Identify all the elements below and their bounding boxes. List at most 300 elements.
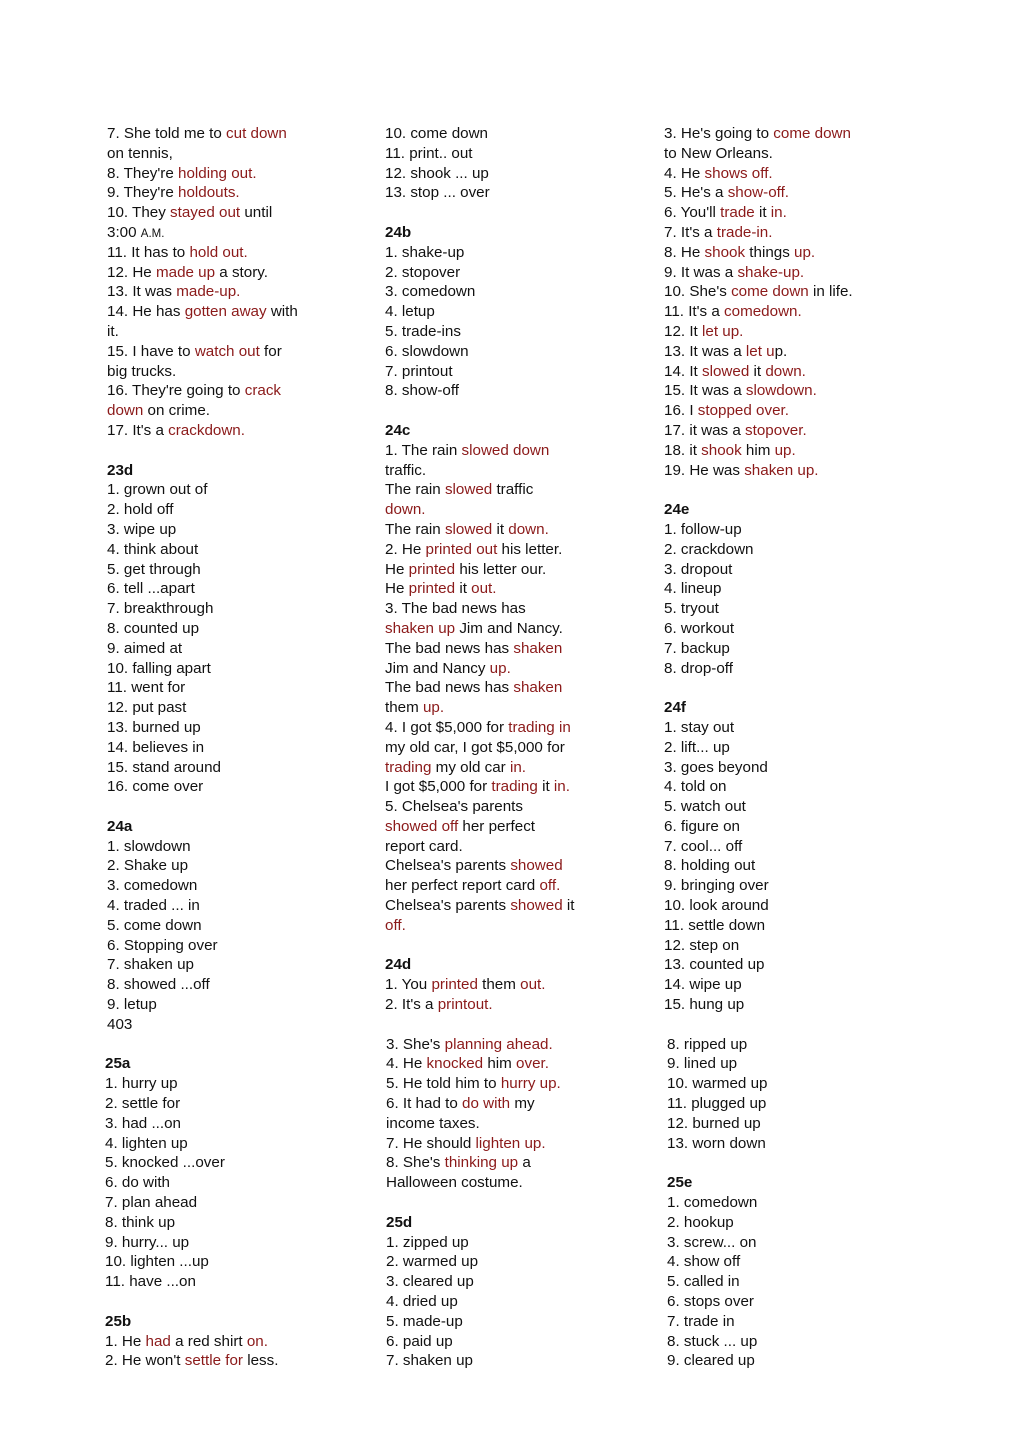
line-text: 3. She's: [386, 1035, 445, 1053]
answer-line: [107, 1015, 298, 1035]
line-text: 15. hung up: [664, 996, 745, 1014]
answer-line: [105, 1272, 298, 1292]
line-text: 8. holding out: [664, 857, 756, 875]
answer-line: [385, 144, 575, 164]
section-heading: [107, 817, 298, 837]
highlighted-phrase: down.: [765, 362, 806, 380]
answer-line: [107, 837, 298, 857]
answer-line: [107, 876, 298, 896]
answer-line: [385, 896, 575, 916]
highlighted-phrase: hold out.: [189, 243, 248, 261]
highlighted-phrase: shook: [704, 243, 746, 261]
answer-line: [664, 401, 853, 421]
line-text: it.: [107, 322, 119, 340]
line-text: 2. Shake up: [107, 857, 189, 875]
answer-line: [664, 461, 853, 481]
line-text: 5. watch out: [664, 798, 746, 816]
answer-line: [667, 1312, 853, 1332]
line-text: 3. comedown: [107, 877, 198, 895]
line-text: 7. printout: [385, 362, 453, 380]
line-text: in life.: [808, 283, 853, 301]
answer-line: [107, 599, 298, 619]
line-text: 11. have ...on: [105, 1273, 196, 1291]
line-text: it: [749, 362, 766, 380]
line-text: The bad news has: [385, 679, 514, 697]
answer-line: [107, 698, 298, 718]
answer-line: [385, 461, 575, 481]
line-text: 25d: [386, 1213, 413, 1231]
line-text: 25a: [105, 1055, 131, 1073]
answer-line: [664, 659, 853, 679]
line-text: 16. I: [664, 402, 698, 420]
line-text: Halloween costume.: [386, 1174, 523, 1192]
answer-line: [664, 619, 853, 639]
answer-line: [107, 441, 298, 461]
answer-line: [105, 1134, 298, 1154]
highlighted-phrase: up.: [794, 243, 816, 261]
highlighted-phrase: shaken: [513, 679, 563, 697]
answer-line: [667, 1134, 853, 1154]
line-text: 1. hurry up: [105, 1075, 178, 1093]
line-text: 4. show off: [667, 1253, 741, 1271]
highlighted-phrase: showed: [510, 897, 563, 915]
answer-line: [385, 500, 575, 520]
line-text: 4. He: [664, 164, 705, 182]
line-text: 10. falling apart: [107, 659, 211, 677]
line-text: 2. warmed up: [386, 1253, 479, 1271]
answer-line: [667, 1054, 853, 1074]
line-text: 1. You: [385, 976, 432, 994]
line-text: 1. stay out: [664, 718, 735, 736]
line-text: 5. Chelsea's parents: [385, 798, 523, 816]
line-text: 8. He: [664, 243, 705, 261]
answer-line: [385, 183, 575, 203]
line-text: 10. look around: [664, 897, 769, 915]
answer-column-3: [664, 124, 853, 1371]
line-text: 2. He won't: [105, 1352, 185, 1370]
line-text: things: [745, 243, 795, 261]
line-text: The bad news has: [385, 639, 514, 657]
line-text: 9. cleared up: [667, 1352, 755, 1370]
answer-line: [107, 223, 298, 243]
line-text: 2. hold off: [107, 501, 174, 519]
answer-line: [385, 659, 575, 679]
highlighted-phrase: slowed down: [461, 441, 550, 459]
answer-line: [664, 282, 853, 302]
line-text: 8. She's: [386, 1154, 445, 1172]
answer-line: [385, 441, 575, 461]
answer-line: [107, 856, 298, 876]
section-heading: [385, 223, 575, 243]
line-text: with: [266, 303, 298, 321]
line-text: 23d: [107, 461, 134, 479]
answer-line: [107, 639, 298, 659]
answer-line: [386, 1193, 575, 1213]
answer-line: [107, 659, 298, 679]
line-text: 5. called in: [667, 1273, 740, 1291]
answer-line: [386, 1153, 575, 1173]
line-text: them: [477, 976, 521, 994]
line-text: 7. shaken up: [107, 956, 194, 974]
section-heading: [385, 955, 575, 975]
line-text: 5. come down: [107, 916, 202, 934]
line-text: 13. stop ... over: [385, 184, 490, 202]
answer-line: [385, 817, 575, 837]
answer-line: [664, 876, 853, 896]
highlighted-phrase: made up: [155, 263, 216, 281]
answer-line: [107, 738, 298, 758]
highlighted-phrase: crack: [244, 382, 282, 400]
line-text: my: [510, 1095, 535, 1113]
line-text: 4. I got $5,000 for: [385, 718, 509, 736]
answer-line: [667, 1015, 853, 1035]
line-text: The rain: [385, 520, 445, 538]
line-text: 4. dried up: [386, 1293, 458, 1311]
line-text: 9. They're: [107, 184, 178, 202]
line-text: his letter our.: [455, 560, 547, 578]
line-text: 3. screw... on: [667, 1233, 757, 1251]
line-text: 5. trade-ins: [385, 322, 461, 340]
line-text: 4. He: [386, 1055, 427, 1073]
highlighted-phrase: shows off.: [704, 164, 773, 182]
answer-line: [385, 936, 575, 956]
line-text: 14. It: [664, 362, 702, 380]
answer-line: [385, 401, 575, 421]
line-text: 6. slowdown: [385, 342, 469, 360]
answer-line: [107, 144, 298, 164]
line-text: it: [754, 204, 771, 222]
answer-line: [105, 1252, 298, 1272]
answer-line: [385, 520, 575, 540]
highlighted-phrase: cut down: [226, 125, 287, 142]
answer-line: [107, 777, 298, 797]
answer-line: [664, 223, 853, 243]
highlighted-phrase: planning ahead.: [444, 1035, 553, 1053]
line-text: 3. comedown: [385, 283, 476, 301]
line-text: 8. They're: [107, 164, 178, 182]
line-text: 2. He: [385, 540, 426, 558]
highlighted-phrase: shaken up.: [744, 461, 819, 479]
line-text: 24c: [385, 421, 411, 439]
answer-line: [385, 599, 575, 619]
answer-line: [385, 164, 575, 184]
answer-line: [386, 1015, 575, 1035]
line-text: 13. It was: [107, 283, 177, 301]
answer-line: [667, 1074, 853, 1094]
answer-line: [386, 1173, 575, 1193]
line-text: a: [518, 1154, 531, 1172]
line-text: 1. He: [105, 1332, 146, 1350]
highlighted-phrase: trading: [491, 778, 538, 796]
line-text: Chelsea's parents: [385, 857, 511, 875]
answer-line: [664, 579, 853, 599]
line-text: 7. He should: [386, 1134, 476, 1152]
answer-line: [107, 560, 298, 580]
line-text: 11. print.. out: [385, 144, 473, 162]
line-text: Jim and Nancy: [385, 659, 490, 677]
answer-line: [107, 164, 298, 184]
line-text: He: [385, 560, 409, 578]
highlighted-phrase: off.: [539, 877, 561, 895]
line-text: 1. shake-up: [385, 243, 465, 261]
answer-line: [385, 560, 575, 580]
answer-line: [664, 758, 853, 778]
highlighted-phrase: comedown.: [724, 303, 802, 321]
answer-line: [385, 698, 575, 718]
answer-line: [386, 1035, 575, 1055]
answer-line: [664, 183, 853, 203]
highlighted-phrase: crackdown.: [168, 421, 245, 439]
line-text: 12. shook ... up: [385, 164, 489, 182]
line-text: 24d: [385, 956, 412, 974]
answer-line: [664, 421, 853, 441]
answer-line: [664, 480, 853, 500]
answer-line: [385, 738, 575, 758]
line-text: it: [455, 580, 472, 598]
answer-line: [667, 1035, 853, 1055]
answer-line: [664, 520, 853, 540]
answer-line: [385, 362, 575, 382]
line-text: A.M.: [140, 227, 165, 240]
answer-line: [664, 955, 853, 975]
line-text: on tennis,: [107, 144, 173, 162]
line-text: 8. showed ...off: [107, 976, 210, 994]
highlighted-phrase: come down: [731, 283, 809, 301]
line-text: his letter.: [497, 540, 563, 558]
answer-line: [664, 441, 853, 461]
answer-line: [667, 1292, 853, 1312]
line-text: for: [259, 342, 282, 360]
answer-line: [107, 718, 298, 738]
line-text: 3:00: [107, 223, 141, 241]
answer-line: [667, 1153, 853, 1173]
line-text: 1. The rain: [385, 441, 462, 459]
line-text: to New Orleans.: [664, 144, 773, 162]
highlighted-phrase: showed: [510, 857, 563, 875]
answer-line: [664, 738, 853, 758]
line-text: 24f: [664, 699, 686, 717]
answer-line: [385, 876, 575, 896]
answer-line: [105, 1233, 298, 1253]
highlighted-phrase: slowdown.: [745, 382, 817, 400]
line-text: 4. traded ... in: [107, 897, 200, 915]
line-text: traffic.: [385, 461, 427, 479]
answer-line: [664, 540, 853, 560]
line-text: 12. He: [107, 263, 156, 281]
line-text: 12. burned up: [667, 1114, 761, 1132]
highlighted-phrase: come down: [773, 125, 851, 142]
line-text: 7. shaken up: [386, 1352, 473, 1370]
answer-line: [105, 1292, 298, 1312]
answer-line: [664, 639, 853, 659]
answer-line: [667, 1252, 853, 1272]
line-text: 25e: [667, 1174, 693, 1192]
answer-line: [107, 678, 298, 698]
answer-line: [385, 540, 575, 560]
line-text: him: [741, 441, 775, 459]
highlighted-phrase: stayed out: [170, 204, 241, 222]
highlighted-phrase: slowed: [702, 362, 750, 380]
answer-line: [667, 1332, 853, 1352]
line-text: 9. It was a: [664, 263, 738, 281]
answer-line: [107, 480, 298, 500]
answer-line: [667, 1213, 853, 1233]
answer-line: [107, 124, 298, 144]
line-text: 5. He's a: [664, 184, 728, 202]
answer-line: [386, 1292, 575, 1312]
answer-line: [107, 975, 298, 995]
line-text: 2. It's a: [385, 996, 438, 1014]
answer-line: [385, 718, 575, 738]
answer-line: [385, 916, 575, 936]
answer-line: [385, 777, 575, 797]
answer-line: [105, 1035, 298, 1055]
highlighted-phrase: in.: [553, 778, 570, 796]
answer-line: [107, 183, 298, 203]
answer-line: [385, 678, 575, 698]
section-heading: [105, 1054, 298, 1074]
answer-line: [105, 1173, 298, 1193]
answer-line: [664, 342, 853, 362]
answer-line: [107, 896, 298, 916]
line-text: 18. it: [664, 441, 702, 459]
answer-line: [386, 1272, 575, 1292]
answer-line: [107, 421, 298, 441]
line-text: 10. lighten ...up: [105, 1253, 209, 1271]
highlighted-phrase: shake-up.: [737, 263, 805, 281]
answer-line: [107, 916, 298, 936]
line-text: 2. settle for: [105, 1095, 181, 1113]
line-text: 3. wipe up: [107, 520, 177, 538]
line-text: 9. lined up: [667, 1055, 738, 1073]
line-text: 9. aimed at: [107, 639, 183, 657]
highlighted-phrase: watch out: [194, 342, 260, 360]
line-text: 13. worn down: [667, 1134, 766, 1152]
answer-line: [107, 758, 298, 778]
answer-line: [664, 777, 853, 797]
line-text: 24e: [664, 501, 690, 519]
answer-line: [107, 282, 298, 302]
section-heading: [385, 421, 575, 441]
answer-line: [385, 203, 575, 223]
answer-line: [105, 1094, 298, 1114]
answer-line: [664, 263, 853, 283]
answer-line: [386, 1332, 575, 1352]
highlighted-phrase: holding out.: [178, 164, 257, 182]
answer-line: [107, 362, 298, 382]
answer-line: [664, 322, 853, 342]
line-text: 6. tell ...apart: [107, 580, 195, 598]
section-heading: [664, 500, 853, 520]
highlighted-phrase: printout.: [437, 996, 493, 1014]
highlighted-phrase: trade: [720, 204, 755, 222]
highlighted-phrase: slowed: [444, 520, 493, 538]
answer-line: [385, 263, 575, 283]
answer-line: [107, 381, 298, 401]
answer-line: [107, 579, 298, 599]
line-text: 25b: [105, 1312, 132, 1330]
line-text: 15. stand around: [107, 758, 221, 776]
line-text: 7. breakthrough: [107, 600, 214, 618]
highlighted-phrase: let up.: [702, 322, 744, 340]
line-text: 11. settle down: [664, 916, 766, 934]
answer-line: [385, 797, 575, 817]
answer-line: [385, 639, 575, 659]
answer-line: [107, 936, 298, 956]
answer-line: [664, 916, 853, 936]
answer-line: [664, 243, 853, 263]
line-text: 10. warmed up: [667, 1075, 768, 1093]
highlighted-phrase: on.: [246, 1332, 268, 1350]
highlighted-phrase: lighten up.: [475, 1134, 546, 1152]
answer-line: [386, 1351, 575, 1371]
line-text: 1. comedown: [667, 1194, 758, 1212]
answer-line: [105, 1213, 298, 1233]
line-text: 5. tryout: [664, 600, 719, 618]
answer-line: [667, 1193, 853, 1213]
line-text: 8. ripped up: [667, 1035, 748, 1053]
line-text: her perfect: [458, 817, 536, 835]
answer-line: [105, 1332, 298, 1352]
answer-line: [664, 896, 853, 916]
line-text: 10. come down: [385, 125, 488, 142]
line-text: 14. wipe up: [664, 976, 742, 994]
section-heading: [664, 698, 853, 718]
line-text: The rain: [385, 481, 445, 499]
answer-line: [105, 1074, 298, 1094]
line-text: 24b: [385, 223, 412, 241]
line-text: her perfect report card: [385, 877, 540, 895]
answer-line: [386, 1134, 575, 1154]
line-text: 4. lineup: [664, 580, 722, 598]
answer-line: [105, 1153, 298, 1173]
answer-line: [664, 362, 853, 382]
line-text: 24a: [107, 817, 133, 835]
line-text: 10. She's: [664, 283, 732, 301]
highlighted-phrase: gotten away: [184, 303, 267, 321]
line-text: 14. believes in: [107, 738, 205, 756]
highlighted-phrase: had: [145, 1332, 171, 1350]
answer-line: [107, 500, 298, 520]
highlighted-phrase: slowed: [444, 481, 493, 499]
highlighted-phrase: stopover.: [745, 421, 807, 439]
answer-line: [107, 342, 298, 362]
answer-line: [107, 955, 298, 975]
answer-line: [385, 856, 575, 876]
answer-line: [385, 837, 575, 857]
answer-line: [664, 203, 853, 223]
line-text: my old car, I got $5,000 for: [385, 738, 565, 756]
line-text: 17. it was a: [664, 421, 746, 439]
section-heading: [107, 461, 298, 481]
highlighted-phrase: hurry up.: [500, 1075, 561, 1093]
highlighted-phrase: printed: [431, 976, 478, 994]
answer-line: [667, 1233, 853, 1253]
line-text: 2. crackdown: [664, 540, 754, 558]
highlighted-phrase: showed off: [385, 817, 459, 835]
highlighted-phrase: holdouts.: [178, 184, 240, 202]
line-text: 3. had ...on: [105, 1114, 181, 1132]
answer-line: [385, 124, 575, 144]
answer-line: [664, 797, 853, 817]
line-text: 8. counted up: [107, 619, 200, 637]
line-text: 3. goes beyond: [664, 758, 768, 776]
line-text: 4. told on: [664, 778, 727, 796]
answer-line: [664, 381, 853, 401]
highlighted-phrase: down: [107, 402, 144, 420]
line-text: 2. lift... up: [664, 738, 730, 756]
line-text: Chelsea's parents: [385, 897, 511, 915]
